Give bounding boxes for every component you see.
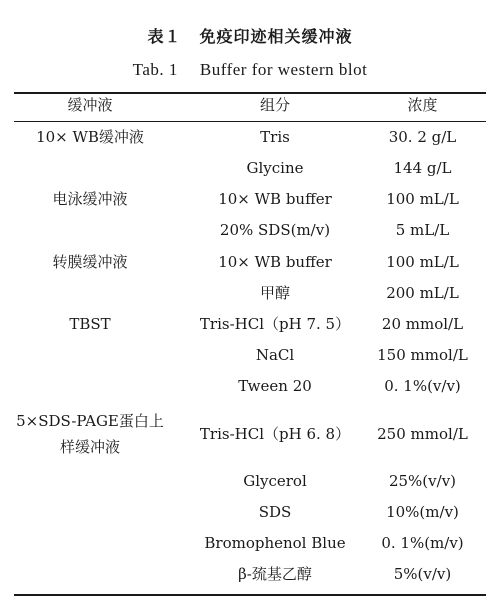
concentration: 10%(m/v) <box>386 503 459 521</box>
buffer-name: 10× WB缓冲液 <box>36 128 144 146</box>
concentration: 5 mL/L <box>395 221 450 239</box>
buffer-name: 5×SDS-PAGE蛋白上样缓冲液 <box>16 412 164 456</box>
concentration: 150 mmol/L <box>377 346 468 364</box>
header-buffer: 缓冲液 <box>67 96 113 114</box>
buffer-name: 电泳缓冲液 <box>52 190 128 208</box>
concentration: 0. 1%(v/v) <box>384 377 461 395</box>
component: Bromophenol Blue <box>204 534 346 552</box>
concentration: 100 mL/L <box>386 253 459 271</box>
table-number-en: Tab. 1 <box>132 60 178 79</box>
concentration: 250 mmol/L <box>377 425 468 443</box>
component: Glycerol <box>243 472 307 490</box>
concentration: 100 mL/L <box>386 190 459 208</box>
concentration: 200 mL/L <box>386 284 459 302</box>
component: 10× WB buffer <box>218 253 332 271</box>
component: Tris-HCl（pH 7. 5） <box>199 315 351 333</box>
concentration: 20 mmol/L <box>381 315 464 333</box>
header-rule <box>14 121 486 122</box>
top-rule <box>14 92 486 94</box>
component: 10× WB buffer <box>218 190 332 208</box>
table-caption-en: Buffer for western blot <box>199 60 368 79</box>
table-title-cn <box>0 24 500 47</box>
component: SDS <box>258 503 292 521</box>
bottom-rule <box>14 594 486 596</box>
concentration: 25%(v/v) <box>388 472 457 490</box>
header-concentration: 浓度 <box>407 96 438 114</box>
component: Tween 20 <box>238 377 312 395</box>
component: 20% SDS(m/v) <box>219 221 331 239</box>
table-number-cn: 表１ <box>147 27 182 46</box>
buffer-name: TBST <box>69 315 111 333</box>
concentration: 5%(v/v) <box>393 565 452 583</box>
component: β-巯基乙醇 <box>238 565 312 583</box>
concentration: 0. 1%(m/v) <box>381 534 464 552</box>
component: Glycine <box>246 159 304 177</box>
header-component: 组分 <box>259 96 290 114</box>
component: Tris-HCl（pH 6. 8） <box>199 425 351 443</box>
component: NaCl <box>255 346 295 364</box>
concentration: 30. 2 g/L <box>388 128 457 146</box>
component: 甲醇 <box>259 284 290 302</box>
buffer-name: 转膜缓冲液 <box>52 253 128 271</box>
table-caption-cn: 免疫印迹相关缓冲液 <box>199 27 353 46</box>
table-title-en <box>0 60 500 80</box>
component: Tris <box>260 128 290 146</box>
concentration: 144 g/L <box>393 159 452 177</box>
